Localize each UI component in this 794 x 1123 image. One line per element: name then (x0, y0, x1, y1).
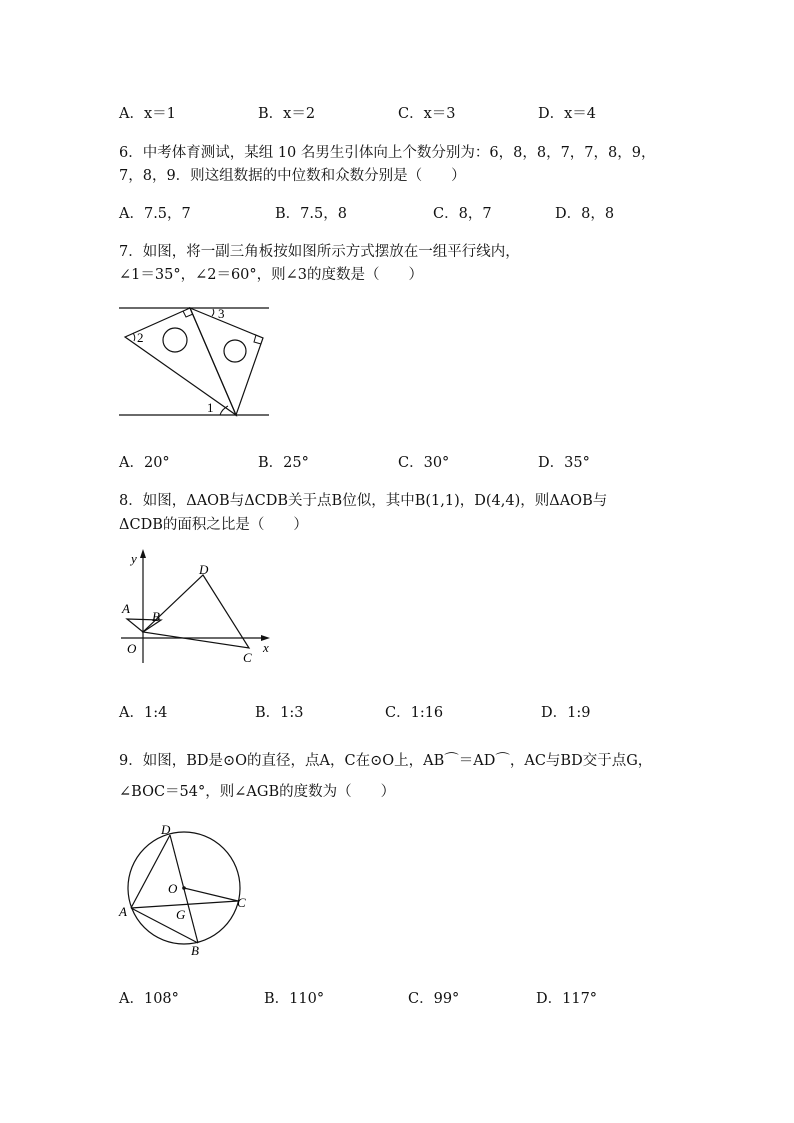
q6-option-b: B．7.5，8 (275, 206, 347, 222)
q7-label-3: 3 (218, 306, 225, 321)
q9-option-b: B．110° (264, 991, 325, 1007)
q9-chord-ab (131, 908, 198, 943)
q8-option-c: C．1:16 (385, 705, 444, 721)
q8-label-x: x (263, 640, 269, 655)
q6-option-d: D．8，8 (555, 206, 615, 222)
q7-figure (115, 300, 275, 420)
q8-label-b: B (152, 609, 160, 624)
q9-chord-ad (131, 835, 170, 908)
q7-hole-left (163, 328, 187, 352)
q8-label-d: D (199, 562, 209, 577)
q7-angle-arc-1 (220, 406, 228, 415)
q9-radius-oc (184, 888, 238, 901)
q7-stem-line2: ∠1＝35°，∠2＝60°，则∠3的度数是（ ） (119, 267, 424, 283)
q9-option-a: A．108° (119, 991, 179, 1007)
q8-label-a: A (122, 601, 130, 616)
q5-option-c: C．x＝3 (398, 106, 456, 122)
q9-option-d: D．117° (536, 991, 598, 1007)
q7-angle-arc-2 (133, 333, 135, 341)
q7-option-a: A．20° (119, 455, 170, 471)
q9-figure (115, 820, 255, 960)
q9-label-b: B (191, 943, 199, 958)
q7-angle-arc-3 (212, 309, 214, 316)
q7-option-d: D．35° (538, 455, 590, 471)
q9-label-a: A (119, 904, 127, 919)
q9-label-d: D (161, 822, 171, 837)
q7-stem-line1: 7．如图，将一副三角板按如图所示方式摆放在一组平行线内， (119, 244, 520, 260)
q7-label-2: 2 (137, 330, 144, 345)
q8-y-arrow (140, 549, 146, 558)
q5-option-d: D．x＝4 (538, 106, 597, 122)
q7-option-b: B．25° (258, 455, 309, 471)
q7-triangle-left (125, 308, 236, 415)
q8-option-a: A．1:4 (119, 705, 168, 721)
q9-stem-line2: ∠BOC＝54°，则∠AGB的度数为（ ） (119, 784, 396, 800)
q9-label-c: C (237, 895, 246, 910)
q7-triangle-right (190, 308, 263, 415)
q7-label-1: 1 (207, 400, 214, 415)
q8-label-o: O (127, 641, 137, 656)
q9-label-g: G (176, 907, 186, 922)
q5-option-a: A．x＝1 (119, 106, 176, 122)
q9-stem-line1: 9．如图，BD是⊙O的直径，点A，C在⊙O上，AB⌒＝AD⌒，AC与BD交于点G， (119, 753, 653, 769)
q6-option-a: A．7.5，7 (119, 206, 191, 222)
q9-option-c: C．99° (408, 991, 460, 1007)
q6-stem-line1: 6．中考体育测试，某组 10 名男生引体向上个数分别为：6，8，8，7，7，8，9， (119, 145, 656, 161)
q8-label-y: y (131, 551, 137, 566)
q8-figure (115, 545, 280, 675)
q8-stem-line1: 8．如图，ΔAOB与ΔCDB关于点B位似，其中B(1,1)，D(4,4)，则ΔAOB与 (119, 493, 608, 509)
q5-option-b: B．x＝2 (258, 106, 316, 122)
q9-center-dot (182, 886, 186, 890)
q8-option-d: D．1:9 (541, 705, 591, 721)
q6-stem-line2: 7，8，9．则这组数据的中位数和众数分别是（ ） (119, 168, 466, 184)
q8-label-c: C (243, 650, 252, 665)
q6-option-c: C．8，7 (433, 206, 492, 222)
q9-label-o: O (168, 881, 178, 896)
q7-hole-right (224, 340, 246, 362)
q8-stem-line2: ΔCDB的面积之比是（ ） (119, 517, 308, 533)
q8-option-b: B．1:3 (255, 705, 304, 721)
q7-option-c: C．30° (398, 455, 450, 471)
